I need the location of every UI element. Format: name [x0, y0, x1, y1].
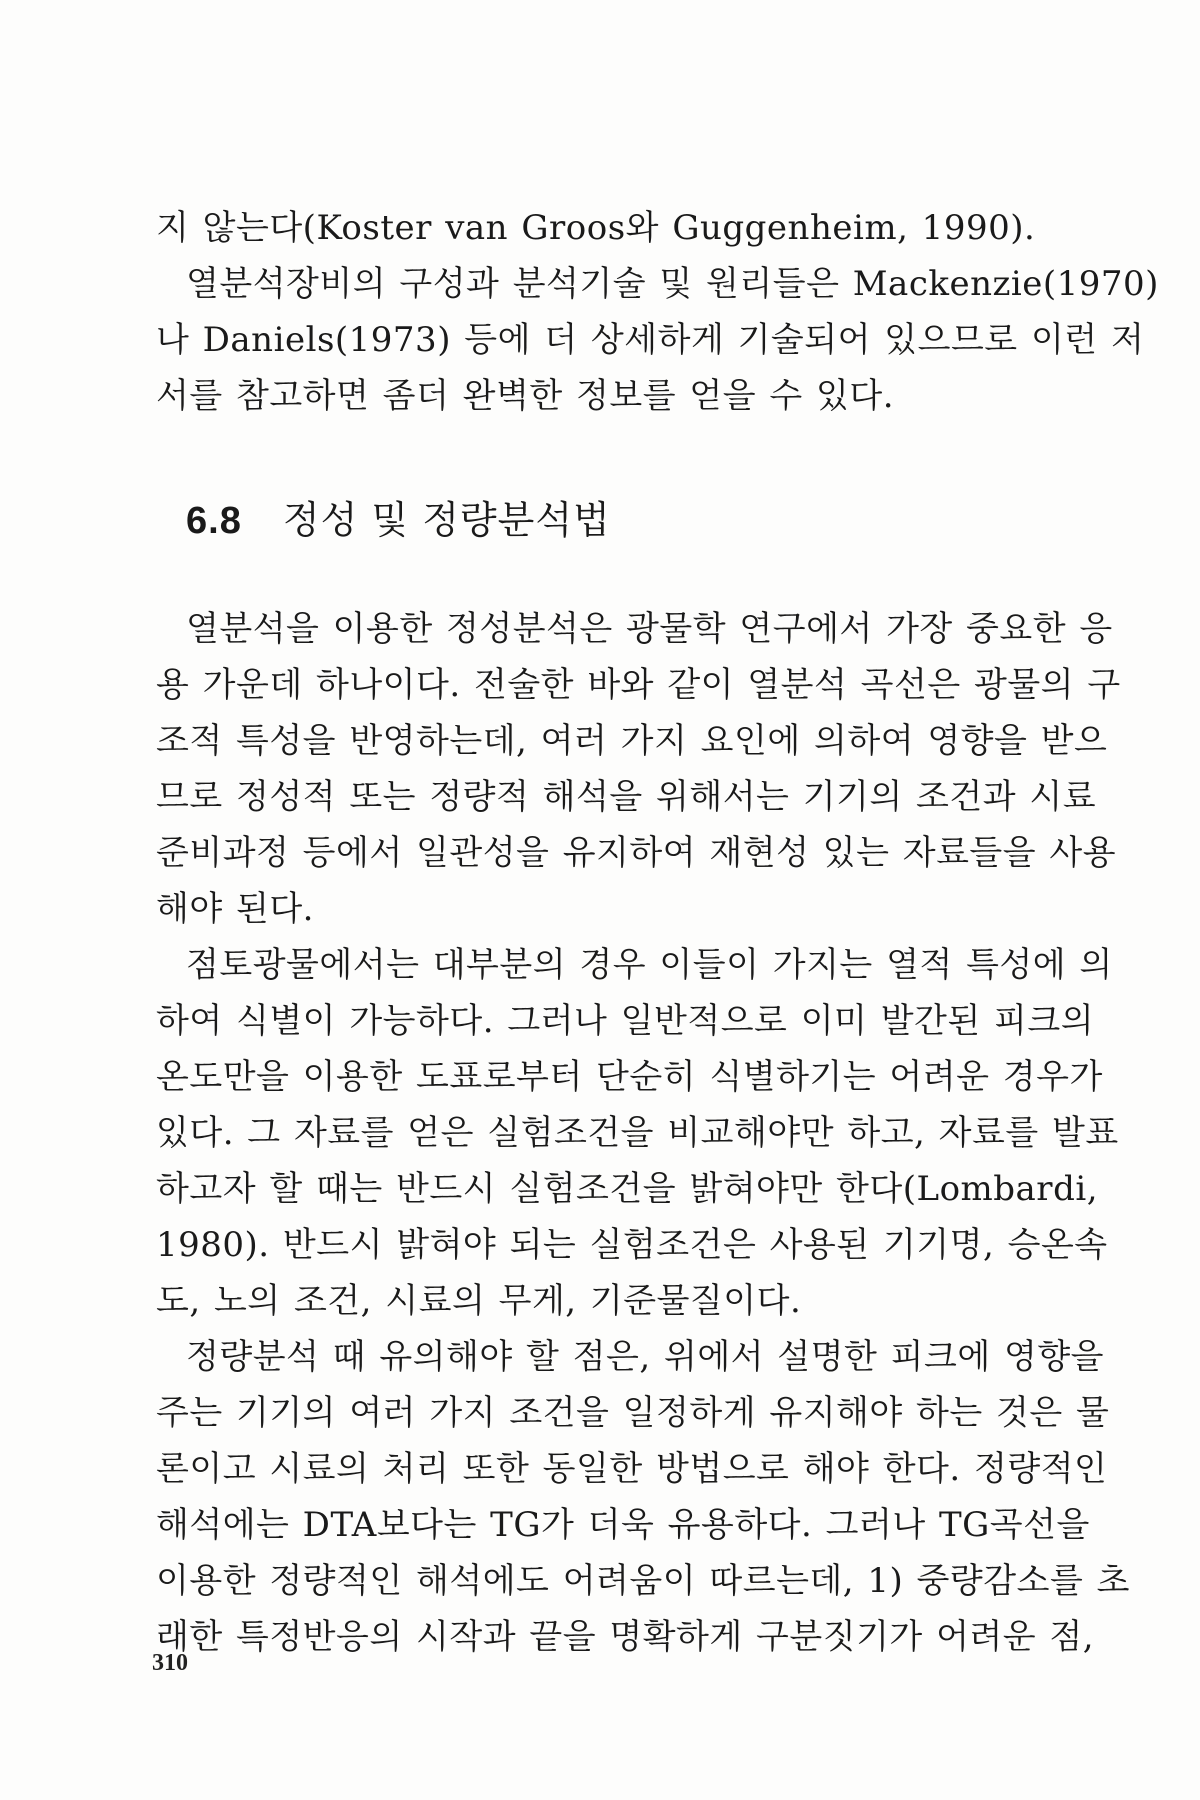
text-line: 준비과정 등에서 일관성을 유지하여 재현성 있는 자료들을 사용 [156, 833, 1117, 873]
text-line: 열분석을 이용한 정성분석은 광물학 연구에서 가장 중요한 응 [186, 609, 1113, 649]
paragraph-3 [156, 1329, 1130, 1665]
page-number: 310 [152, 1650, 188, 1676]
section-title: 정성 및 정량분석법 [282, 498, 611, 542]
text-line: 해야 된다. [156, 889, 314, 929]
text-line: 래한 특정반응의 시작과 끝을 명확하게 구분짓기가 어려운 점, [156, 1617, 1095, 1657]
paragraph-continued [156, 200, 1159, 424]
text-line: 해석에는 DTA보다는 TG가 더욱 유용하다. 그러나 TG곡선을 [156, 1505, 1090, 1545]
text-line: 정량분석 때 유의해야 할 점은, 위에서 설명한 피크에 영향을 [186, 1337, 1105, 1377]
text-line: 온도만을 이용한 도표로부터 단순히 식별하기는 어려운 경우가 [156, 1057, 1103, 1097]
text-line: 서를 참고하면 좀더 완벽한 정보를 얻을 수 있다. [156, 376, 894, 416]
text-line: 주는 기기의 여러 가지 조건을 일정하게 유지해야 하는 것은 물 [156, 1393, 1110, 1433]
section-heading [186, 492, 1046, 549]
text-line: 하고자 할 때는 반드시 실험조건을 밝혀야만 한다(Lombardi, [156, 1169, 1099, 1209]
paragraph-2 [156, 937, 1119, 1329]
text-line: 이용한 정량적인 해석에도 어려움이 따르는데, 1) 중량감소를 초 [156, 1561, 1130, 1601]
text-line: 지 않는다(Koster van Groos와 Guggenheim, 1990). [156, 208, 1036, 248]
text-line: 있다. 그 자료를 얻은 실험조건을 비교해야만 하고, 자료를 발표 [156, 1113, 1119, 1153]
text-line: 조적 특성을 반영하는데, 여러 가지 요인에 의하여 영향을 받으 [156, 721, 1108, 761]
text-line: 1980). 반드시 밝혀야 되는 실험조건은 사용된 기기명, 승온속 [156, 1225, 1108, 1265]
text-line: 므로 정성적 또는 정량적 해석을 위해서는 기기의 조건과 시료 [156, 777, 1097, 817]
text-line: 론이고 시료의 처리 또한 동일한 방법으로 해야 한다. 정량적인 [156, 1449, 1108, 1489]
text-line: 점토광물에서는 대부분의 경우 이들이 가지는 열적 특성에 의 [186, 945, 1113, 985]
page-content [156, 200, 1159, 1665]
text-line: 열분석장비의 구성과 분석기술 및 원리들은 Mackenzie(1970) [186, 264, 1159, 304]
text-line: 하여 식별이 가능하다. 그러나 일반적으로 이미 발간된 피크의 [156, 1001, 1095, 1041]
text-line: 용 가운데 하나이다. 전술한 바와 같이 열분석 곡선은 광물의 구 [156, 665, 1121, 705]
text-line: 도, 노의 조건, 시료의 무게, 기준물질이다. [156, 1281, 802, 1321]
paragraph-1 [156, 601, 1121, 937]
text-line: 나 Daniels(1973) 등에 더 상세하게 기술되어 있으므로 이런 저 [156, 320, 1145, 360]
section-number: 6.8 [186, 500, 242, 542]
